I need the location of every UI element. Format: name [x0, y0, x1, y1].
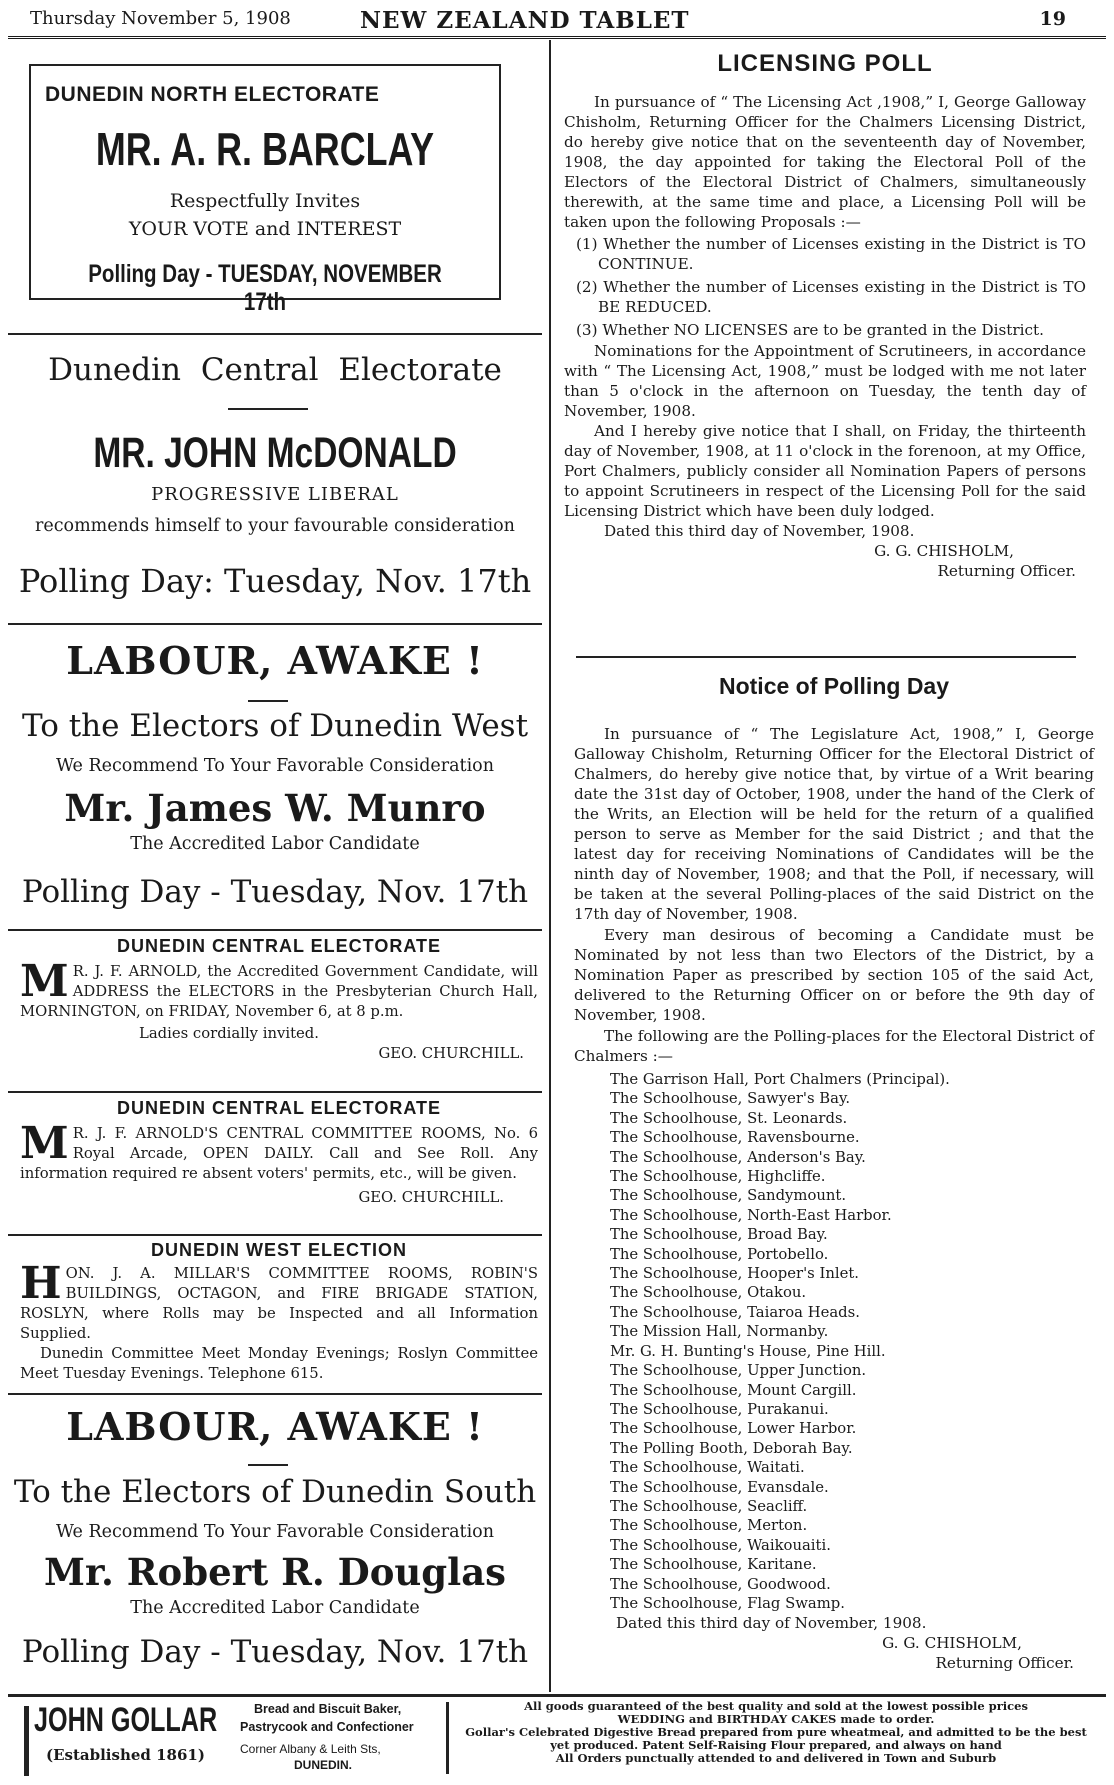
candidate-name: Mr. Robert R. Douglas: [43, 1550, 507, 1594]
trade-line: Bread and Biscuit Baker,: [254, 1702, 402, 1716]
masthead: [8, 4, 1106, 39]
footer-right-text: [456, 1700, 1096, 1765]
polling-place: The Schoolhouse, Portobello.: [610, 1245, 829, 1263]
signature-role: Returning Officer.: [937, 562, 1076, 580]
polling-places-list: [574, 1070, 1094, 1613]
candidate-name: MR. A. R. BARCLAY: [95, 123, 435, 175]
polling-place: The Schoolhouse, Sawyer's Bay.: [610, 1090, 851, 1108]
ad-millar-rooms: [20, 1238, 538, 1390]
footer-line: All goods guaranteed of the best quality and sold at the lowest possible prices: [524, 1699, 1028, 1713]
polling-place: The Schoolhouse, Sandymount.: [610, 1187, 847, 1205]
signature: GEO. CHURCHILL.: [378, 1045, 524, 1062]
polling-place: The Schoolhouse, Ravensbourne.: [610, 1129, 860, 1147]
polling-place: The Schoolhouse, Broad Bay.: [610, 1226, 828, 1244]
ad-body: M R. J. F. ARNOLD, the Accredited Government Candidate, will ADDRESS the ELECTORS in the Presbyterian Church Hall, MORNINGTON, on FRIDAY, November 6, at 8 p.m.: [20, 956, 538, 1020]
paper-title: NEW ZEALAND TABLET: [360, 7, 690, 34]
footer-bar: [24, 1706, 29, 1776]
divider: [8, 333, 542, 335]
divider: [8, 929, 542, 931]
vote-line: YOUR VOTE and INTEREST: [128, 218, 402, 240]
notice-title: Notice of Polling Day: [718, 673, 950, 699]
ad-dunedin-central: [8, 340, 542, 615]
recommend-line: recommends himself to your favourable consideration: [35, 516, 515, 536]
candidate-role: The Accredited Labor Candidate: [130, 1598, 420, 1618]
recommend-line: We Recommend To Your Favorable Consideration: [55, 1522, 494, 1542]
polling-place: The Schoolhouse, Flag Swamp.: [610, 1594, 845, 1612]
footer-ad: [8, 1700, 1106, 1782]
footer-line: WEDDING and BIRTHDAY CAKES made to order.: [617, 1712, 935, 1726]
polling-place: The Schoolhouse, Highcliffe.: [610, 1168, 826, 1186]
polling-place: The Schoolhouse, Waitati.: [610, 1459, 805, 1477]
ad-title: DUNEDIN CENTRAL ELECTORATE: [116, 1098, 441, 1118]
polling-place: The Schoolhouse, North-East Harbor.: [610, 1206, 892, 1224]
footer-line: All Orders punctually attended to and delivered in Town and Suburb: [555, 1751, 997, 1765]
ad-arnold-address: [20, 934, 538, 1086]
ad-body: M R. J. F. ARNOLD'S CENTRAL COMMITTEE ROOMS, No. 6 Royal Arcade, OPEN DAILY. Call and See Roll. Any information required re absent voters' permits, etc., will be given.: [20, 1118, 538, 1182]
baker-name: JOHN GOLLAR: [34, 1701, 218, 1739]
address-line: DUNEDIN.: [294, 1758, 353, 1772]
proposal: (1) Whether the number of Licenses existing in the District is TO CONTINUE.: [576, 235, 1086, 273]
candidate-role: The Accredited Labor Candidate: [130, 834, 420, 854]
proposal: (2) Whether the number of Licenses existing in the District is TO BE REDUCED.: [576, 278, 1086, 316]
column-rule: [549, 40, 551, 1692]
electors-line: To the Electors of Dunedin West: [21, 708, 529, 744]
trade-line: Pastrycook and Confectioner: [240, 1720, 414, 1734]
polling-place: The Garrison Hall, Port Chalmers (Principal).: [610, 1071, 950, 1088]
short-rule: [248, 1464, 288, 1466]
divider: [8, 623, 542, 625]
proposal: (3) Whether NO LICENSES are to be granted in the District.: [576, 321, 1044, 339]
polling-place: The Schoolhouse, Otakou.: [610, 1284, 807, 1302]
drop-cap: H: [20, 1258, 62, 1309]
invite-line: Respectfully Invites: [169, 190, 361, 212]
polling-day: Polling Day - Tuesday, Nov. 17th: [21, 874, 529, 910]
short-rule: [228, 408, 308, 410]
polling-place: The Schoolhouse, St. Leonards.: [610, 1109, 848, 1127]
polling-place: Mr. G. H. Bunting's House, Pine Hill.: [610, 1342, 886, 1360]
party-line: PROGRESSIVE LIBERAL: [151, 484, 399, 505]
issue-date: Thursday November 5, 1908: [30, 8, 291, 29]
drop-cap: M: [20, 956, 69, 1007]
short-rule: [248, 700, 288, 702]
polling-place: The Schoolhouse, Anderson's Bay.: [610, 1148, 866, 1166]
polling-day: Polling Day: Tuesday, Nov. 17th: [18, 562, 532, 600]
headline: LABOUR, AWAKE !: [66, 638, 484, 683]
polling-place: The Schoolhouse, Purakanui.: [610, 1400, 829, 1418]
polling-place: The Schoolhouse, Mount Cargill.: [610, 1381, 857, 1399]
notice-para: And I hereby give notice that I shall, on Friday, the thirteenth day of November, 1908, at 11 o'clock in the forenoon, at my Office, Port Chalmers, publicly consider all Nomination Papers of persons to appoint Scrutineers in respect of the Licensing Poll for the said Licensing District which have been duly lodged.: [564, 422, 1086, 520]
polling-place: The Schoolhouse, Lower Harbor.: [610, 1420, 857, 1438]
polling-place: The Schoolhouse, Seacliff.: [610, 1497, 808, 1515]
ad-title: DUNEDIN WEST ELECTION: [150, 1240, 407, 1260]
polling-place: The Schoolhouse, Goodwood.: [610, 1575, 831, 1593]
notice-polling-day: [574, 670, 1094, 1685]
divider: [8, 1091, 542, 1093]
divider: [576, 656, 1076, 658]
drop-cap: M: [20, 1118, 69, 1169]
ad-labour-west: [8, 628, 542, 928]
notice-title: LICENSING POLL: [717, 50, 933, 77]
polling-place: The Schoolhouse, Merton.: [610, 1517, 808, 1535]
signature-role: Returning Officer.: [935, 1654, 1074, 1673]
notice-para: Every man desirous of becoming a Candidate must be Nominated by not less than two Electors of the District, by a Nomination Paper as prescribed by section 105 of the said Act, delivered to the Returning Officer on or before the 9th day of November, 1908.: [574, 926, 1094, 1024]
signature: G. G. CHISHOLM,: [882, 1634, 1022, 1653]
ad-labour-south: [8, 1398, 542, 1688]
polling-place: The Schoolhouse, Upper Junction.: [610, 1362, 867, 1380]
polling-place: The Mission Hall, Normanby.: [610, 1323, 829, 1341]
ad-body-2: Dunedin Committee Meet Monday Evenings; Roslyn Committee Meet Tuesday Evenings. Telephone 615.: [20, 1345, 538, 1382]
footer-top-rule: [8, 1694, 1106, 1697]
established: (Established 1861): [46, 1746, 205, 1764]
divider: [8, 1393, 542, 1395]
polling-place: The Schoolhouse, Evansdale.: [610, 1478, 829, 1496]
notice-para: In pursuance of “ The Licensing Act ,1908,” I, George Galloway Chisholm, Returning Officer for the Chalmers Licensing District, do hereby give notice that on the seventeenth day of November, 1908, the day appointed for taking the Electoral Poll of the Electors of the Electoral District of Chalmers, simultaneously therewith, at the same time and place, a Licensing Poll will be taken upon the following Proposals :—: [564, 93, 1086, 231]
ad-arnold-rooms: [20, 1096, 538, 1230]
polling-place: The Schoolhouse, Waikouaiti.: [610, 1536, 831, 1554]
ad-title: Dunedin Central Electorate: [48, 352, 502, 388]
footer-divider: [446, 1702, 449, 1774]
recommend-line: We Recommend To Your Favorable Consideration: [55, 756, 494, 776]
signature: GEO. CHURCHILL.: [358, 1189, 504, 1206]
ad-dunedin-north: [29, 64, 501, 316]
candidate-name: Mr. James W. Munro: [64, 786, 486, 830]
polling-day: Polling Day - Tuesday, Nov. 17th: [21, 1634, 529, 1670]
ad-title: DUNEDIN NORTH ELECTORATE: [45, 83, 380, 106]
notice-licensing-poll: [564, 48, 1086, 648]
ad-body: HON. J. A. MILLAR'S COMMITTEE ROOMS, ROBIN'S BUILDINGS, OCTAGON, and FIRE BRIGADE STATION, ROSLYN, where Rolls may be Inspected and all Information Supplied.: [20, 1258, 538, 1342]
ad-title: DUNEDIN CENTRAL ELECTORATE: [116, 936, 441, 956]
page-number: 19: [1039, 8, 1066, 30]
dated-line: Dated this third day of November, 1908.: [604, 522, 915, 540]
polling-place: The Schoolhouse, Taiaroa Heads.: [610, 1303, 860, 1321]
candidate-name: MR. JOHN McDONALD: [93, 429, 457, 477]
polling-place: The Polling Booth, Deborah Bay.: [610, 1439, 853, 1457]
headline: LABOUR, AWAKE !: [66, 1404, 484, 1449]
polling-place: The Schoolhouse, Hooper's Inlet.: [610, 1265, 859, 1283]
polling-day: Polling Day - TUESDAY, NOVEMBER 17th: [88, 260, 442, 316]
ladies-line: Ladies cordially invited.: [139, 1025, 319, 1042]
signature: G. G. CHISHOLM,: [874, 542, 1014, 560]
footer-line: Gollar's Celebrated Digestive Bread prepared from pure wheatmeal, and admitted to be the best yet produced. Patent Self-Raising Flour prepared, and always on hand: [465, 1725, 1087, 1752]
address-line: Corner Albany & Leith Sts,: [240, 1742, 381, 1756]
electors-line: To the Electors of Dunedin South: [13, 1474, 537, 1510]
notice-para: In pursuance of “ The Legislature Act, 1908,” I, George Galloway Chisholm, Returning Officer for the Electoral District of Chalmers, do hereby give notice that, by virtue of a Writ bearing date the 31st day of October, 1908, under the hand of the Clerk of the Writs, an Election will be held for the return of a qualified person to serve as Member for the said District ; and that the latest day for receiving Nominations of Candidates will be the ninth day of November, 1908; and that the Poll, if necessary, will be taken at the several Polling-places of the said District on the 17th day of November, 1908.: [574, 725, 1094, 923]
divider: [8, 1234, 542, 1236]
notice-para: The following are the Polling-places for the Electoral District of Chalmers :—: [574, 1027, 1094, 1065]
dated-line: Dated this third day of November, 1908.: [616, 1614, 927, 1633]
notice-para: Nominations for the Appointment of Scrutineers, in accordance with “ The Licensing Act, 1908,” must be lodged with me not later than 5 o'clock in the afternoon on Tuesday, the tenth day of November, 1908.: [564, 342, 1086, 420]
polling-place: The Schoolhouse, Karitane.: [610, 1556, 817, 1574]
